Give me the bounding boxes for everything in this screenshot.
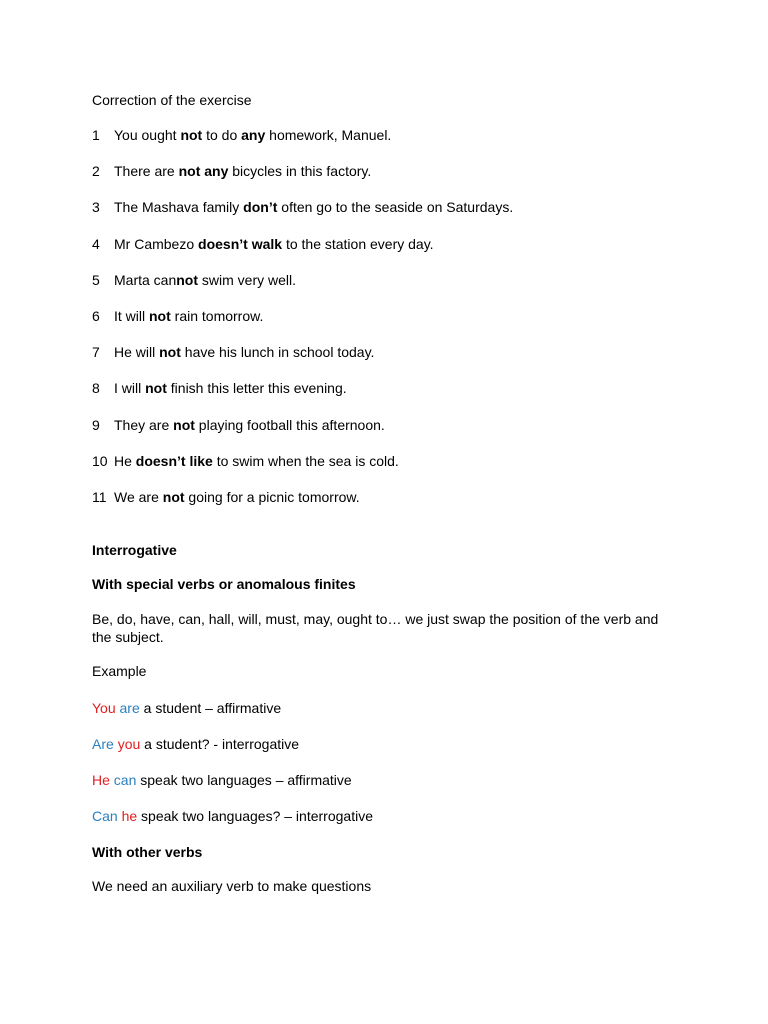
exercise-text: There are (114, 163, 179, 179)
exercise-text: I will (114, 380, 146, 396)
verb-word: Can (92, 808, 118, 824)
exercise-text: have his lunch in school today. (180, 344, 375, 360)
exercise-number: 2 (92, 163, 100, 179)
exercise-text: The Mashava family (114, 199, 244, 215)
exercise-number: 9 (92, 417, 100, 433)
exercise-number: 5 (92, 272, 100, 288)
exercise-item (92, 343, 374, 361)
exercise-text: often go to the seaside on Saturdays. (277, 199, 514, 215)
exercise-item (92, 235, 434, 253)
exercise-text: Marta can (114, 272, 177, 288)
exercise-item (92, 271, 296, 289)
exercise-number: 11 (92, 489, 107, 505)
exercise-bold-text: doesn’t like (135, 453, 213, 469)
exercise-bold-text: any (241, 127, 266, 143)
verb-word: can (113, 772, 137, 788)
example-text: a student – affirmative (139, 700, 282, 716)
exercise-text: They are (114, 417, 174, 433)
exercise-text: going for a picnic tomorrow. (184, 489, 360, 505)
example-sentence (92, 807, 373, 825)
exercise-text: to swim when the sea is cold. (212, 453, 399, 469)
exercise-number: 10 (92, 453, 108, 469)
exercise-bold-text: not (162, 489, 185, 505)
special-verbs-heading: With special verbs or anomalous finites (92, 576, 356, 592)
exercise-item (92, 488, 360, 506)
exercise-item (92, 126, 391, 144)
exercise-item (92, 307, 263, 325)
verb-word: Are (92, 736, 114, 752)
exercise-item (92, 198, 513, 216)
exercise-text: playing football this afternoon. (194, 417, 385, 433)
exercise-number: 1 (92, 127, 100, 143)
other-verbs-heading: With other verbs (92, 844, 203, 860)
verb-word: are (119, 700, 140, 716)
exercise-number: 3 (92, 199, 100, 215)
exercise-bold-text: not (173, 417, 195, 433)
exercise-text: Mr Cambezo (114, 236, 199, 252)
exercise-text: He (114, 453, 136, 469)
example-text: speak two languages – affirmative (136, 772, 352, 788)
other-verbs-text: We need an auxiliary verb to make questions (92, 878, 372, 894)
example-text: speak two languages? – interrogative (137, 808, 373, 824)
exercise-text: to the station every day. (282, 236, 434, 252)
exercise-number: 6 (92, 308, 100, 324)
example-text: a student? - interrogative (140, 736, 300, 752)
exercise-bold-text: not (159, 344, 181, 360)
exercise-bold-text: not (176, 272, 199, 288)
exercise-text: to do (202, 127, 242, 143)
example-sentence (92, 699, 281, 717)
subject-word: you (117, 736, 141, 752)
exercise-number: 7 (92, 344, 100, 360)
example-label: Example (92, 663, 147, 679)
exercise-item (92, 416, 385, 434)
example-sentence (92, 771, 352, 789)
exercise-text: rain tomorrow. (170, 308, 264, 324)
exercise-number: 4 (92, 236, 100, 252)
exercise-item (92, 452, 399, 470)
exercise-text: We are (114, 489, 163, 505)
exercise-text: bicycles in this factory. (228, 163, 372, 179)
exercise-text: finish this letter this evening. (166, 380, 347, 396)
exercise-item (92, 162, 371, 180)
document-title: Correction of the exercise (92, 92, 252, 108)
exercise-bold-text: not (180, 127, 203, 143)
exercise-number: 8 (92, 380, 100, 396)
exercise-bold-text: doesn’t walk (198, 236, 283, 252)
exercise-bold-text: don’t (243, 199, 278, 215)
exercise-text: He will (114, 344, 160, 360)
exercise-bold-text: not (149, 308, 171, 324)
special-verbs-text: Be, do, have, can, hall, will, must, may, ought to… we just swap the position of the verb and the subject. (92, 611, 659, 645)
exercise-text: homework, Manuel. (265, 127, 392, 143)
exercise-bold-text: not (145, 380, 167, 396)
subject-word: he (121, 808, 138, 824)
exercise-text: swim very well. (198, 272, 297, 288)
exercise-text: You ought (114, 127, 181, 143)
exercise-bold-text: not any (178, 163, 229, 179)
subject-word: He (92, 772, 110, 788)
interrogative-heading: Interrogative (92, 542, 177, 558)
subject-word: You (92, 700, 116, 716)
exercise-text: It will (114, 308, 149, 324)
example-sentence (92, 735, 299, 753)
exercise-item (92, 379, 347, 397)
